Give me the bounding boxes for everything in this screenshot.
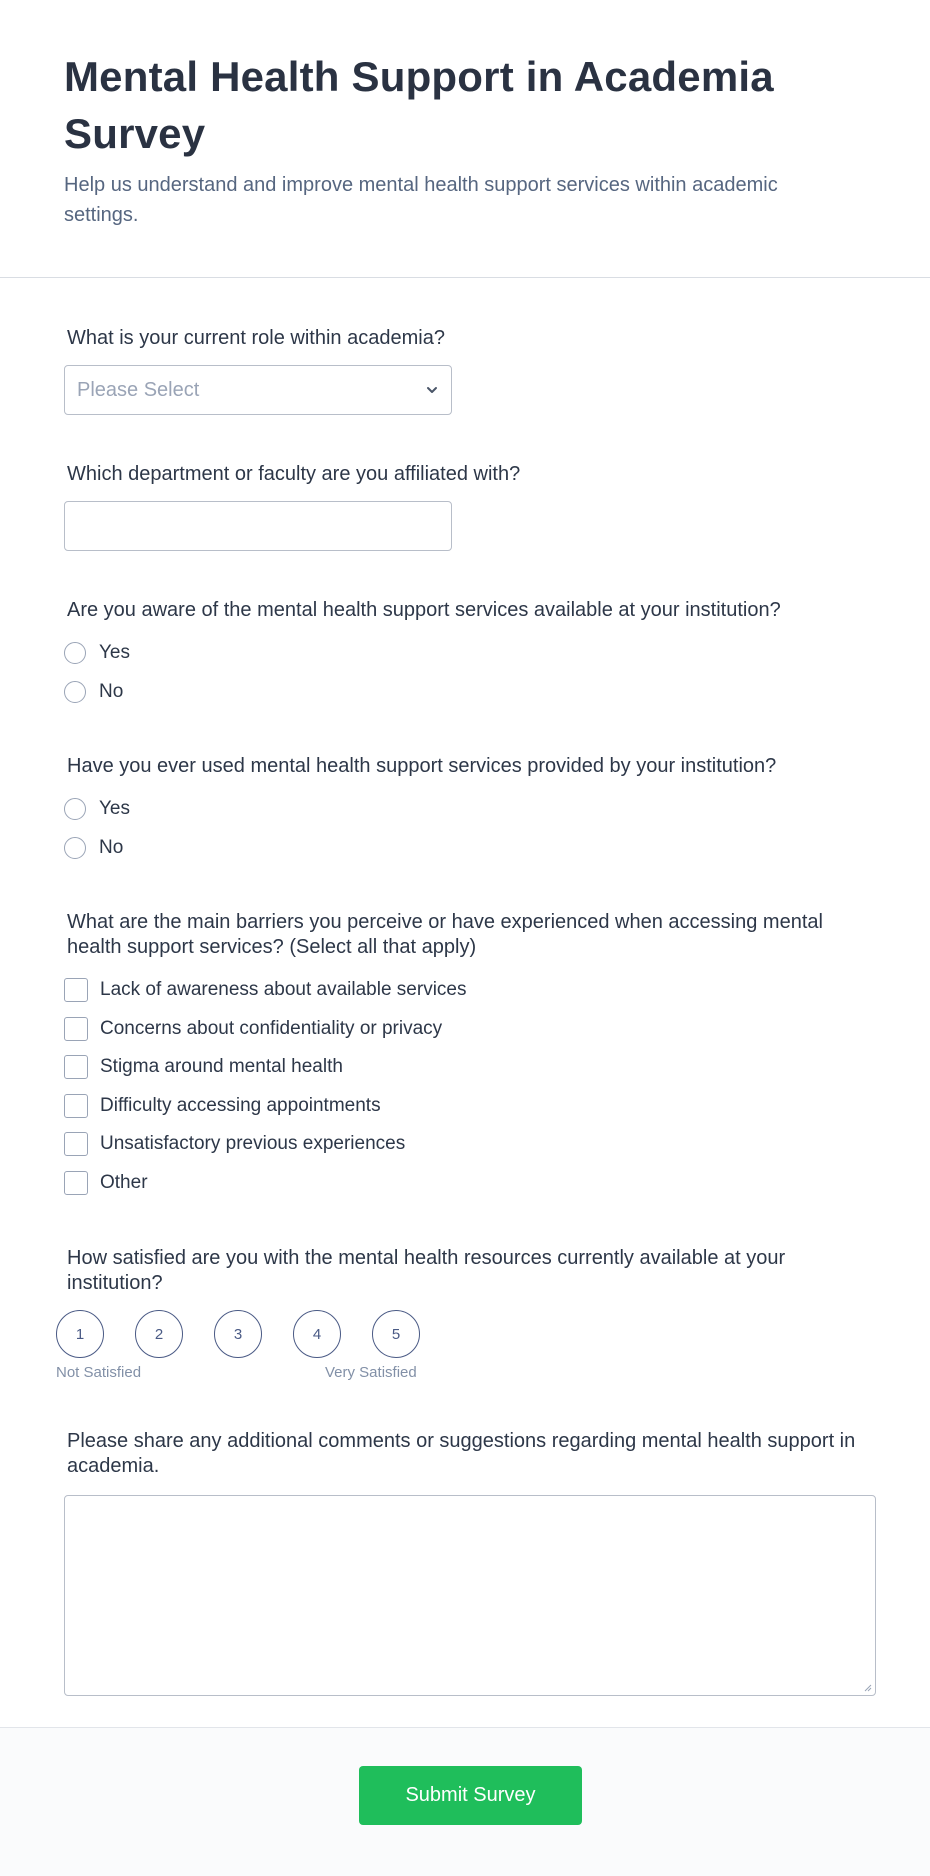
- form-footer: [0, 1727, 930, 1876]
- question-department: [64, 462, 877, 551]
- radio-button[interactable]: [64, 681, 86, 703]
- barrier-option[interactable]: [64, 1048, 877, 1087]
- checkbox[interactable]: [64, 1055, 88, 1079]
- option-label: No: [99, 680, 124, 702]
- page-subtitle: Help us understand and improve mental health support services within academic settings.: [64, 174, 778, 226]
- checkbox[interactable]: [64, 1017, 88, 1041]
- checkbox[interactable]: [64, 978, 88, 1002]
- barrier-option[interactable]: [64, 1087, 877, 1126]
- question-awareness: [64, 598, 877, 711]
- submit-button[interactable]: Submit Survey: [359, 1766, 582, 1825]
- scale-labels: [56, 1364, 877, 1384]
- question-comments: [64, 1429, 876, 1696]
- awareness-option-no[interactable]: [64, 673, 877, 712]
- option-label: Stigma around mental health: [100, 1056, 343, 1078]
- option-label: Other: [100, 1171, 148, 1193]
- awareness-option-yes[interactable]: [64, 634, 877, 673]
- radio-button[interactable]: [64, 837, 86, 859]
- barrier-option[interactable]: [64, 971, 877, 1010]
- question-label: Which department or faculty are you affiliated with?: [67, 463, 521, 485]
- radio-button[interactable]: [64, 642, 86, 664]
- option-label: Unsatisfactory previous experiences: [100, 1133, 406, 1155]
- question-label: Have you ever used mental health support services provided by your institution?: [67, 755, 777, 777]
- usage-option-yes[interactable]: [64, 790, 877, 829]
- question-label: What are the main barriers you perceive or have experienced when accessing mental health support services? (Select all that apply): [67, 911, 823, 958]
- scale-option-4[interactable]: 4: [293, 1310, 341, 1358]
- page-title: Mental Health Support in Academia Survey: [64, 53, 774, 157]
- scale-option-3[interactable]: 3: [214, 1310, 262, 1358]
- option-label: Lack of awareness about available services: [100, 979, 467, 1001]
- question-usage: [64, 754, 877, 867]
- radio-button[interactable]: [64, 798, 86, 820]
- question-label: Please share any additional comments or suggestions regarding mental health support in academia.: [67, 1430, 856, 1477]
- barrier-option[interactable]: [64, 1164, 877, 1203]
- satisfaction-scale: [56, 1310, 877, 1358]
- option-label: Yes: [99, 798, 130, 820]
- usage-option-no[interactable]: [64, 829, 877, 868]
- checkbox[interactable]: [64, 1094, 88, 1118]
- option-label: Difficulty accessing appointments: [100, 1094, 381, 1116]
- scale-option-1[interactable]: 1: [56, 1310, 104, 1358]
- checkbox[interactable]: [64, 1132, 88, 1156]
- scale-option-2[interactable]: 2: [135, 1310, 183, 1358]
- role-select[interactable]: [64, 365, 452, 415]
- question-satisfaction: [56, 1246, 877, 1384]
- select-placeholder: Please Select: [77, 378, 200, 401]
- barrier-option[interactable]: [64, 1010, 877, 1049]
- barrier-option[interactable]: [64, 1125, 877, 1164]
- question-label: What is your current role within academia?: [67, 327, 445, 349]
- scale-option-5[interactable]: 5: [372, 1310, 420, 1358]
- question-label: How satisfied are you with the mental health resources currently available at your institution?: [67, 1247, 786, 1294]
- chevron-down-icon: [425, 383, 439, 397]
- question-barriers: [64, 910, 877, 1202]
- option-label: Concerns about confidentiality or privacy: [100, 1017, 443, 1039]
- survey-header: [0, 0, 930, 278]
- option-label: No: [99, 836, 124, 858]
- comments-textarea[interactable]: [64, 1495, 876, 1696]
- resize-handle-icon[interactable]: [862, 1682, 872, 1692]
- checkbox[interactable]: [64, 1171, 88, 1195]
- option-label: Yes: [99, 642, 130, 664]
- scale-min-label: Not Satisfied: [56, 1364, 142, 1381]
- question-label: Are you aware of the mental health support services available at your institution?: [67, 599, 781, 621]
- department-input[interactable]: [64, 501, 452, 551]
- scale-max-label: Very Satisfied: [325, 1364, 417, 1381]
- question-role: [64, 326, 877, 415]
